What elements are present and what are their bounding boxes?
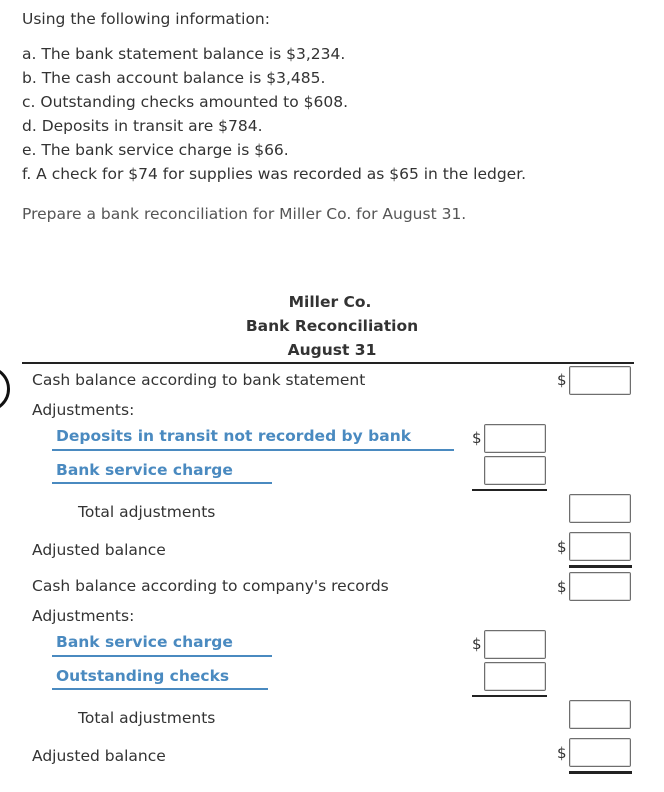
bank-adj2-input[interactable] (484, 456, 546, 485)
book-adj1-dollar: $ (472, 635, 482, 653)
bank-adj1-input[interactable] (484, 424, 546, 453)
statement-company: Miller Co. (288, 293, 372, 311)
bank-adjustments-label: Adjustments: (32, 401, 135, 419)
problem-intro: Using the following information: (22, 10, 270, 28)
problem-item-d: d. Deposits in transit are $784. (22, 117, 263, 135)
bank-adjusted-label: Adjusted balance (32, 541, 166, 559)
bank-adj2-label[interactable]: Bank service charge (56, 461, 233, 479)
bank-adj1-label[interactable]: Deposits in transit not recorded by bank (56, 427, 412, 445)
book-adj2-label[interactable]: Outstanding checks (56, 667, 230, 685)
book-balance-label: Cash balance according to company's records (32, 577, 389, 595)
book-adj1-input[interactable] (484, 630, 546, 659)
problem-task: Prepare a bank reconciliation for Miller Co. for August 31. (22, 205, 467, 223)
book-adjusted-dollar: $ (557, 744, 567, 762)
book-balance-dollar: $ (557, 578, 567, 596)
book-adj1-label[interactable]: Bank service charge (56, 633, 233, 651)
book-adjusted-double-rule (569, 771, 632, 774)
bank-adjusted-input[interactable] (569, 532, 631, 561)
statement-date: August 31 (287, 341, 377, 359)
statement-title: Bank Reconciliation (245, 317, 419, 335)
book-total-input[interactable] (569, 700, 631, 729)
header-divider (22, 362, 634, 364)
bank-adjusted-dollar: $ (557, 538, 567, 556)
problem-item-f: f. A check for $74 for supplies was recorded as $65 in the ledger. (22, 165, 527, 183)
bank-adjusted-double-rule (569, 565, 632, 568)
bank-adj1-underline (52, 449, 454, 451)
book-adjustments-label: Adjustments: (32, 607, 135, 625)
book-adj2-underline (52, 688, 268, 690)
bank-total-input[interactable] (569, 494, 631, 523)
book-adjusted-input[interactable] (569, 738, 631, 767)
book-total-label: Total adjustments (78, 709, 216, 727)
book-adj1-underline (52, 655, 272, 657)
book-balance-input[interactable] (569, 572, 631, 601)
bank-total-label: Total adjustments (78, 503, 216, 521)
bank-balance-dollar: $ (557, 371, 567, 389)
bank-adj1-dollar: $ (472, 429, 482, 447)
bank-adj-subtotal-rule (472, 489, 547, 491)
bank-balance-input[interactable] (569, 366, 631, 395)
book-adj-subtotal-rule (472, 695, 547, 697)
book-adjusted-label: Adjusted balance (32, 747, 166, 765)
problem-item-a: a. The bank statement balance is $3,234. (22, 45, 346, 63)
bank-adj2-underline (52, 482, 272, 484)
problem-item-b: b. The cash account balance is $3,485. (22, 69, 326, 87)
book-adj2-input[interactable] (484, 662, 546, 691)
radio-indicator-icon (0, 366, 10, 412)
problem-item-c: c. Outstanding checks amounted to $608. (22, 93, 349, 111)
bank-balance-label: Cash balance according to bank statement (32, 371, 366, 389)
problem-item-e: e. The bank service charge is $66. (22, 141, 289, 159)
